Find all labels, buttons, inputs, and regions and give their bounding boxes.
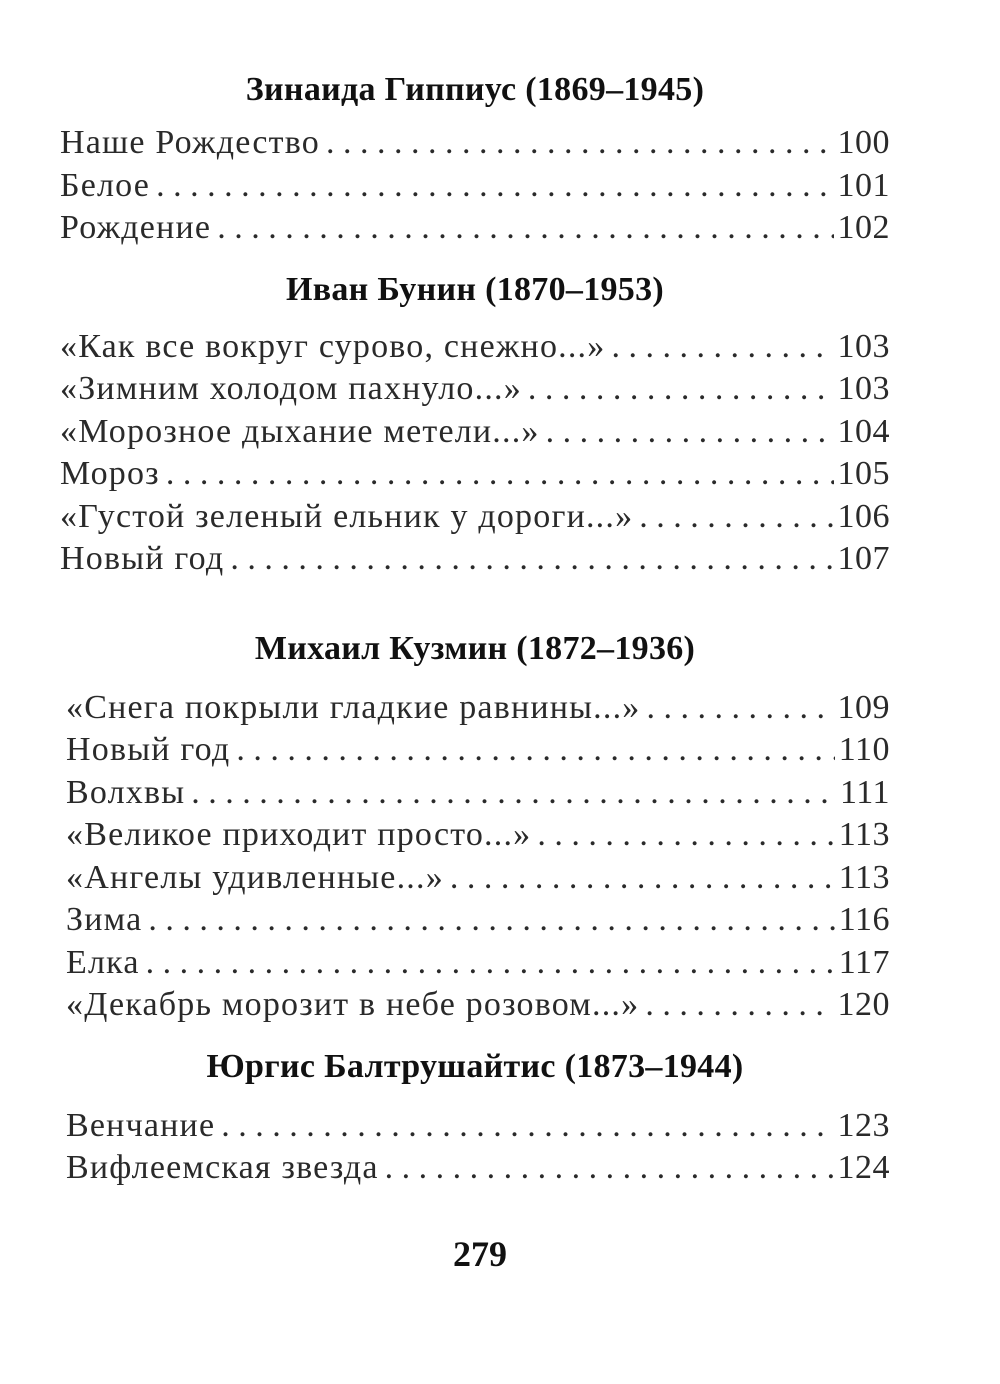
toc-entry [66, 1105, 890, 1148]
dot-leader [537, 814, 834, 857]
toc-entry-title: «Декабрь морозит в небе розовом...» [66, 986, 640, 1023]
toc-section-gippius [60, 70, 890, 250]
section-author-heading: Иван Бунин (1870–1953) [285, 270, 665, 308]
toc-entry-title: «Снега покрыли гладкие равнины...» [66, 688, 641, 726]
toc-entry [60, 453, 890, 496]
toc-entry [60, 207, 890, 250]
toc-entry-title: «Зимним холодом пахнуло...» [60, 370, 522, 407]
toc-entry-page: 105 [837, 455, 890, 492]
toc-entry-page: 120 [837, 986, 890, 1023]
dot-leader [217, 207, 833, 250]
dot-leader [546, 411, 834, 454]
toc-entry-title: Наше Рождество [60, 124, 320, 161]
dot-leader [221, 1105, 833, 1148]
toc-entry-page: 113 [838, 816, 890, 853]
page-number: 279 [453, 1234, 507, 1274]
toc-entry [66, 899, 890, 942]
toc-entry-title: Вифлеемская звезда [66, 1149, 379, 1186]
toc-entry [60, 411, 890, 454]
toc-entry-title: «Ангелы удивленные...» [66, 858, 444, 896]
toc-entry [66, 1147, 890, 1190]
toc-entry-page: 101 [837, 166, 890, 204]
toc-entry [66, 857, 890, 900]
dot-leader [645, 984, 833, 1027]
toc-entry-page: 123 [837, 1106, 890, 1144]
toc-entry-list [60, 326, 890, 581]
toc-entry-page: 100 [837, 124, 890, 161]
toc-entry [66, 772, 890, 815]
dot-leader [191, 772, 836, 815]
dot-leader [639, 496, 833, 539]
toc-entry [60, 538, 890, 581]
dot-leader [146, 942, 835, 985]
dot-leader [326, 122, 834, 165]
table-of-contents [60, 70, 890, 1190]
toc-section-kuzmin [60, 629, 890, 1027]
dot-leader [156, 165, 833, 208]
dot-leader [166, 453, 834, 496]
toc-entry [66, 729, 890, 772]
dot-leader [646, 687, 833, 730]
section-author-heading: Михаил Кузмин (1872–1936) [254, 629, 696, 667]
toc-entry-title: «Густой зеленый ельник у дороги...» [60, 497, 634, 535]
toc-entry-title: Белое [60, 166, 151, 204]
section-author-heading: Зинаида Гиппиус (1869–1945) [245, 71, 705, 108]
toc-entry-title: «Морозное дыхание метели...» [60, 412, 540, 450]
toc-entry-page: 109 [837, 688, 890, 726]
toc-entry-title: Венчание [66, 1106, 216, 1144]
toc-entry-page: 103 [837, 370, 890, 407]
toc-entry-title: Зима [66, 901, 143, 938]
toc-section-bunin [60, 270, 890, 581]
toc-entry [66, 942, 890, 985]
toc-entry-title: Елка [66, 943, 140, 981]
toc-entry-title: Новый год [60, 540, 225, 577]
toc-entry-title: Мороз [60, 455, 160, 492]
dot-leader [611, 326, 833, 369]
toc-entry-title: Волхвы [66, 773, 186, 811]
dot-leader [236, 729, 834, 772]
toc-entry [60, 368, 890, 411]
toc-entry [66, 687, 890, 730]
toc-entry [60, 165, 890, 208]
toc-entry [60, 122, 890, 165]
toc-entry [66, 984, 890, 1027]
toc-entry-page: 111 [840, 773, 890, 811]
toc-entry-page: 106 [837, 497, 890, 535]
toc-entry-page: 124 [837, 1149, 890, 1186]
dot-leader [450, 857, 835, 900]
toc-entry-list [60, 122, 890, 250]
dot-leader [230, 538, 833, 581]
toc-entry-page: 113 [838, 858, 890, 896]
toc-entry-list [60, 687, 890, 1027]
toc-entry [60, 326, 890, 369]
toc-entry-title: «Великое приходит просто...» [66, 816, 532, 853]
toc-entry-title: Новый год [66, 731, 231, 768]
toc-entry-title: «Как все вокруг сурово, снежно...» [60, 327, 606, 365]
toc-entry-list [60, 1105, 890, 1190]
toc-entry [60, 496, 890, 539]
toc-entry-title: Рождение [60, 209, 212, 246]
dot-leader [385, 1147, 834, 1190]
toc-section-baltrushaitis [60, 1047, 890, 1190]
toc-entry-page: 107 [837, 540, 890, 577]
toc-entry-page: 102 [837, 209, 890, 246]
dot-leader [528, 368, 834, 411]
toc-entry [66, 814, 890, 857]
toc-entry-page: 110 [838, 731, 890, 768]
toc-entry-page: 104 [837, 412, 890, 450]
toc-entry-page: 103 [837, 327, 890, 365]
toc-entry-page: 116 [838, 901, 890, 938]
toc-entry-page: 117 [838, 943, 890, 981]
section-author-heading: Юргис Балтрушайтис (1873–1944) [206, 1047, 744, 1085]
dot-leader [148, 899, 834, 942]
